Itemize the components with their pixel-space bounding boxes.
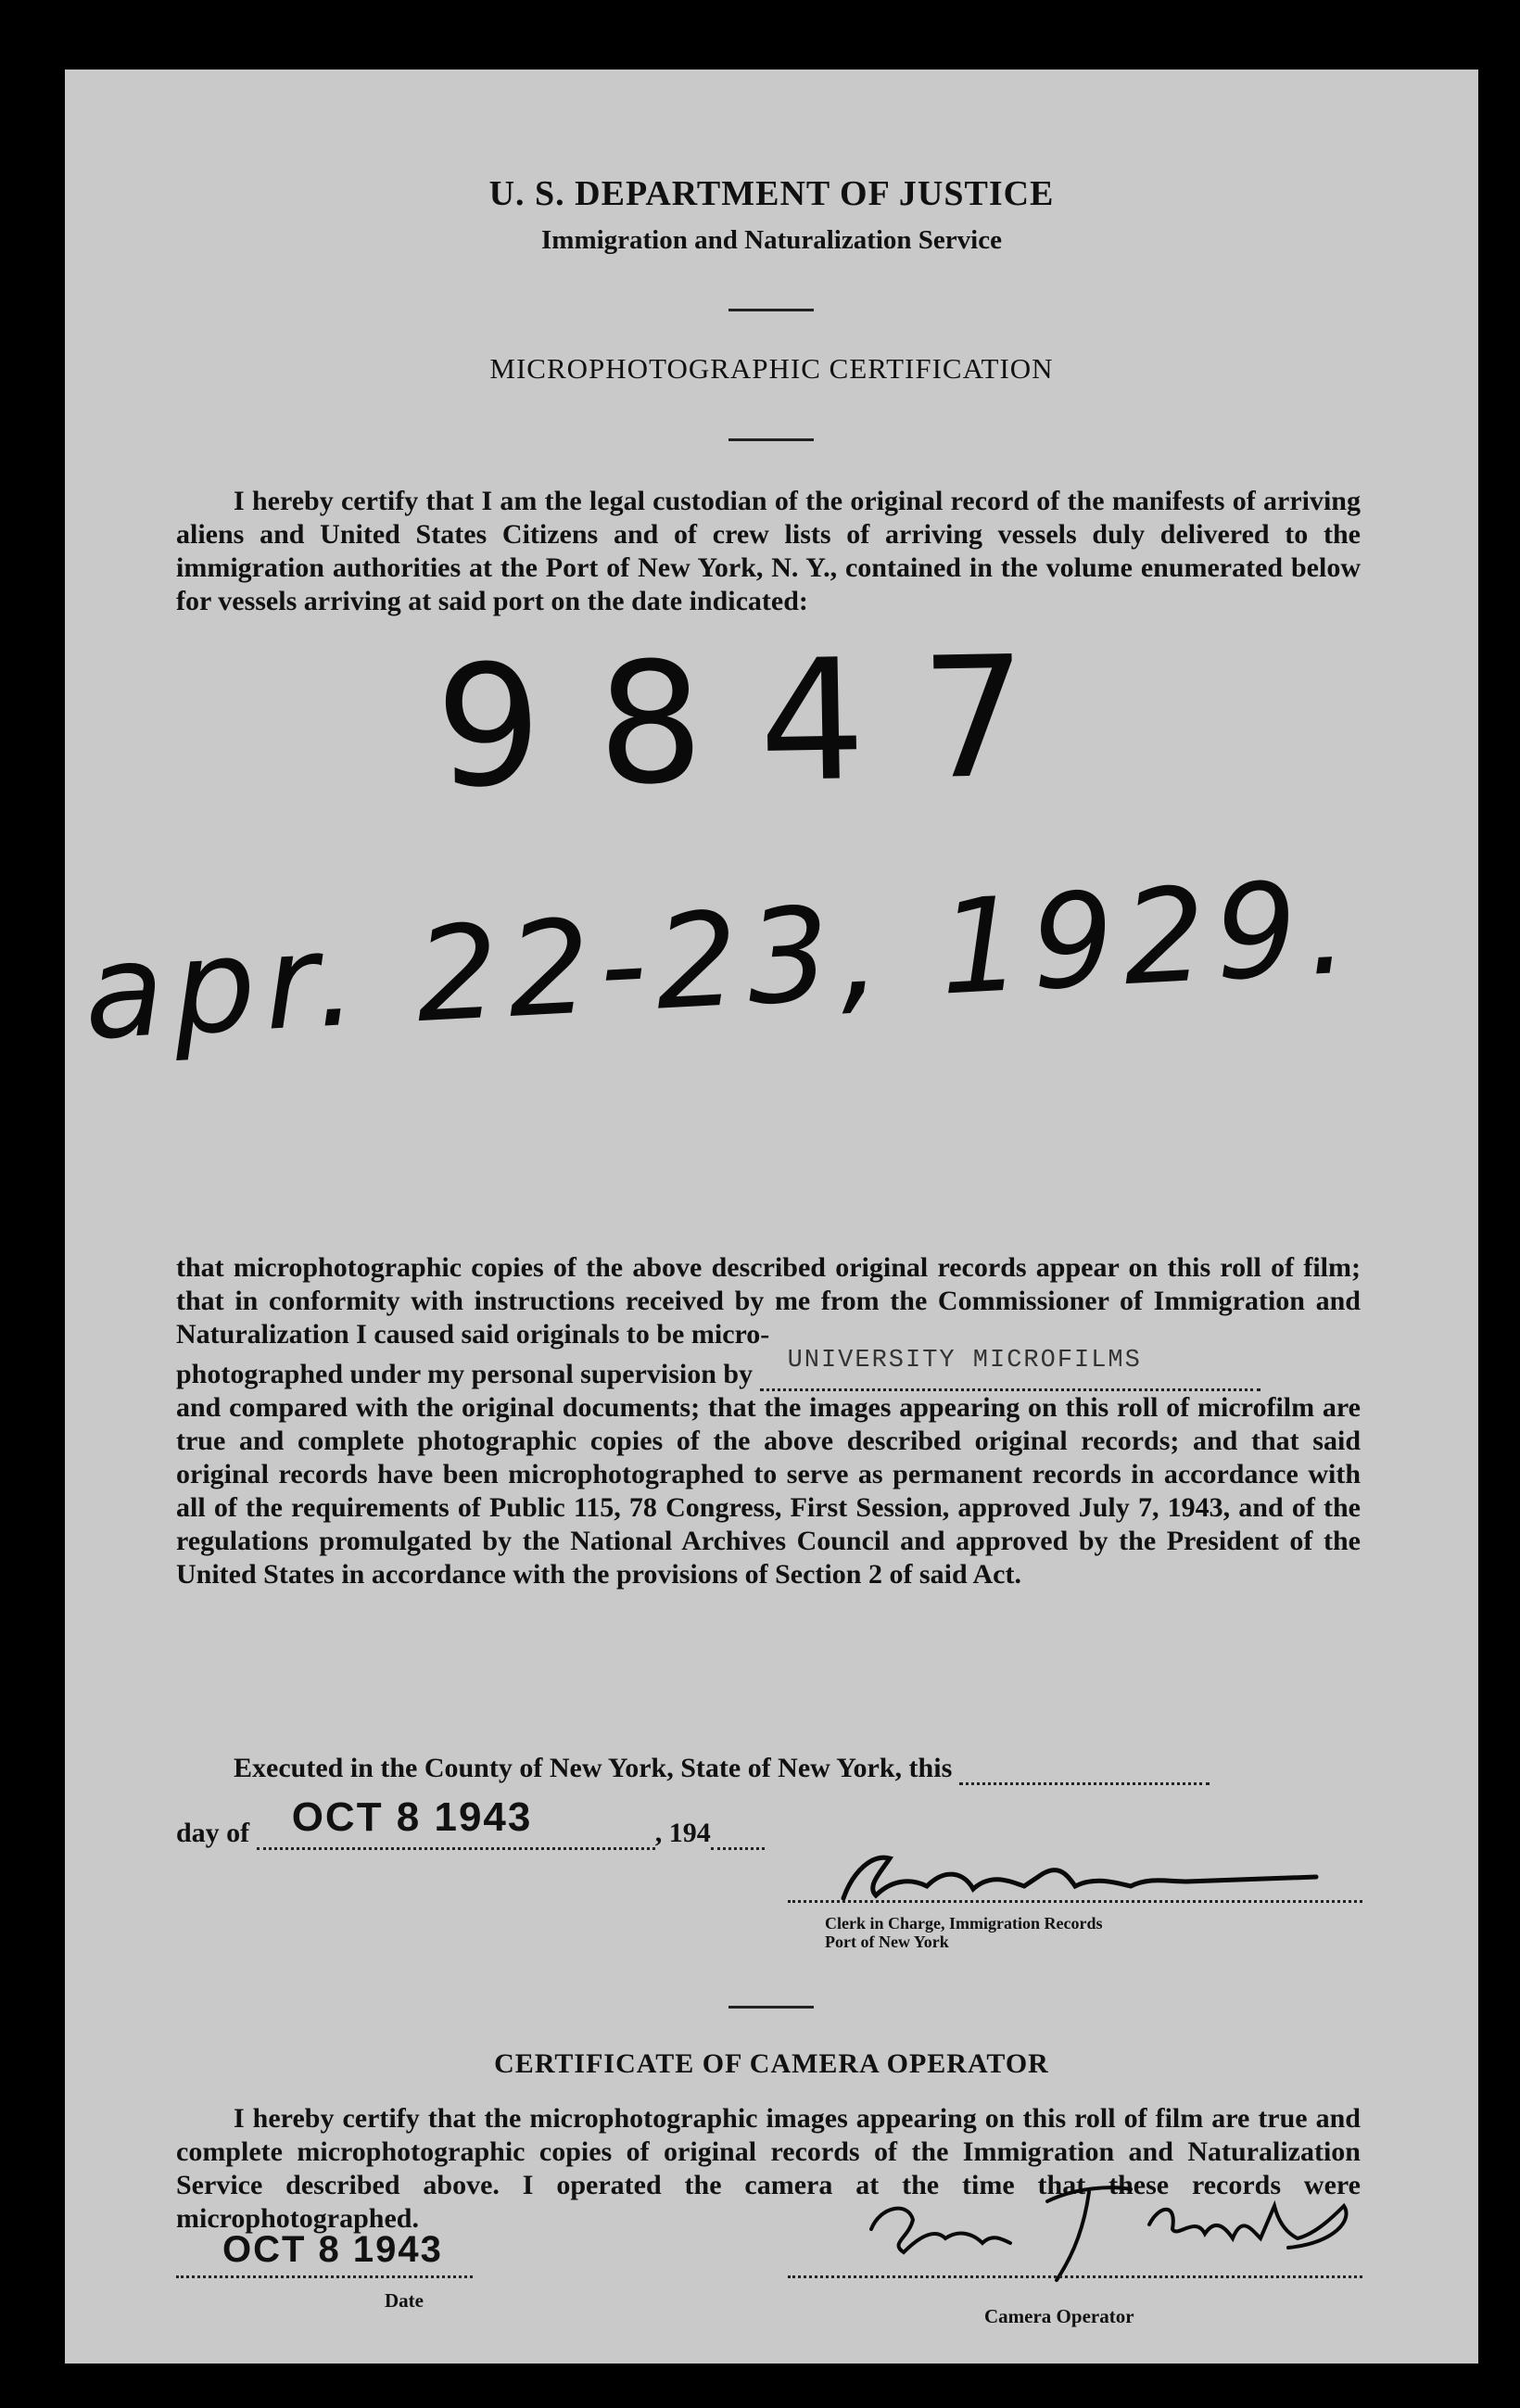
supervisor-field <box>760 1347 1260 1391</box>
supervision-line <box>176 1347 1361 1391</box>
body-text-part1: that microphotographic copies of the above described original records appear on this roll of film; that in conformity with instructions received by me from the Commissioner of Immigration and Naturalization I caused said originals to be micro- <box>176 1252 1361 1350</box>
camera-certificate-text: I hereby certify that the microphotographic images appearing on this roll of film are true and complete microphotographic copies of original records of the Immigration and Naturalization Service described above. I operated the camera at the time that these records were microphotographed. <box>176 2103 1361 2234</box>
handwritten-volume-date: apr. 22-23, 1929. <box>80 852 1362 1070</box>
clerk-title-line2: Port of New York <box>825 1933 949 1951</box>
certificate-sheet <box>65 70 1478 2364</box>
day-of-field <box>257 1794 655 1850</box>
clerk-title <box>825 1914 1102 1951</box>
operator-signature-line <box>788 2275 1362 2278</box>
camera-date-line <box>176 2275 473 2278</box>
supervisor-stamp: UNIVERSITY MICROFILMS <box>787 1347 1142 1375</box>
camera-operator-label: Camera Operator <box>984 2305 1134 2327</box>
executed-line <box>176 1752 1361 1785</box>
executed-date-stamp: OCT 8 1943 <box>291 1794 533 1840</box>
department-heading: U. S. DEPARTMENT OF JUSTICE <box>488 174 1055 213</box>
operator-signature <box>853 2150 1372 2289</box>
operator-signature-area <box>853 2150 1372 2289</box>
divider-top <box>728 309 814 311</box>
certification-title: MICROPHOTOGRAPHIC CERTIFICATION <box>489 352 1054 385</box>
certification-intro <box>176 485 1361 618</box>
camera-date-field <box>176 2229 473 2294</box>
day-of-label: day of <box>176 1818 250 1848</box>
clerk-title-line1: Clerk in Charge, Immigration Records <box>825 1914 1103 1933</box>
camera-date-stamp: OCT 8 1943 <box>222 2229 443 2270</box>
body-text-part2: and compared with the original documents; that the images appearing on this roll of microfilm are true and complete photographic copies of the above described original records; and that said original records have been microphotographed to serve as permanent records in accordance with all of the requirements of Public 115, 78 Congress, First Session, approved July 7, 1943, and of the regulations promulgated by the National Archives Council and approved by the President of the United States in accordance with the provisions of Section 2 of said Act. <box>176 1392 1361 1590</box>
executed-day-field <box>959 1758 1210 1785</box>
clerk-signature-line <box>788 1900 1362 1903</box>
certification-body <box>176 1251 1361 1591</box>
supervision-prefix: photographed under my personal supervision by <box>176 1359 754 1389</box>
handwritten-volume-number: 9847 <box>434 619 1084 826</box>
camera-certificate-title: CERTIFICATE OF CAMERA OPERATOR <box>494 2048 1049 2079</box>
divider-second <box>728 438 814 441</box>
year-field <box>711 1823 765 1850</box>
camera-date-label: Date <box>385 2289 424 2312</box>
year-prefix: , 194 <box>654 1818 711 1848</box>
divider-third <box>728 2006 814 2009</box>
service-subheading: Immigration and Naturalization Service <box>541 225 1002 255</box>
executed-text: Executed in the County of New York, State of New York, this <box>234 1753 953 1783</box>
intro-text: I hereby certify that I am the legal custodian of the original record of the manifests of arriving aliens and United States Citizens and of crew lists of arriving vessels duly delivered to the immigration authorities at the Port of New York, N. Y., contained in the volume enumerated below for vessels arriving at said port on the date indicated: <box>176 486 1361 616</box>
